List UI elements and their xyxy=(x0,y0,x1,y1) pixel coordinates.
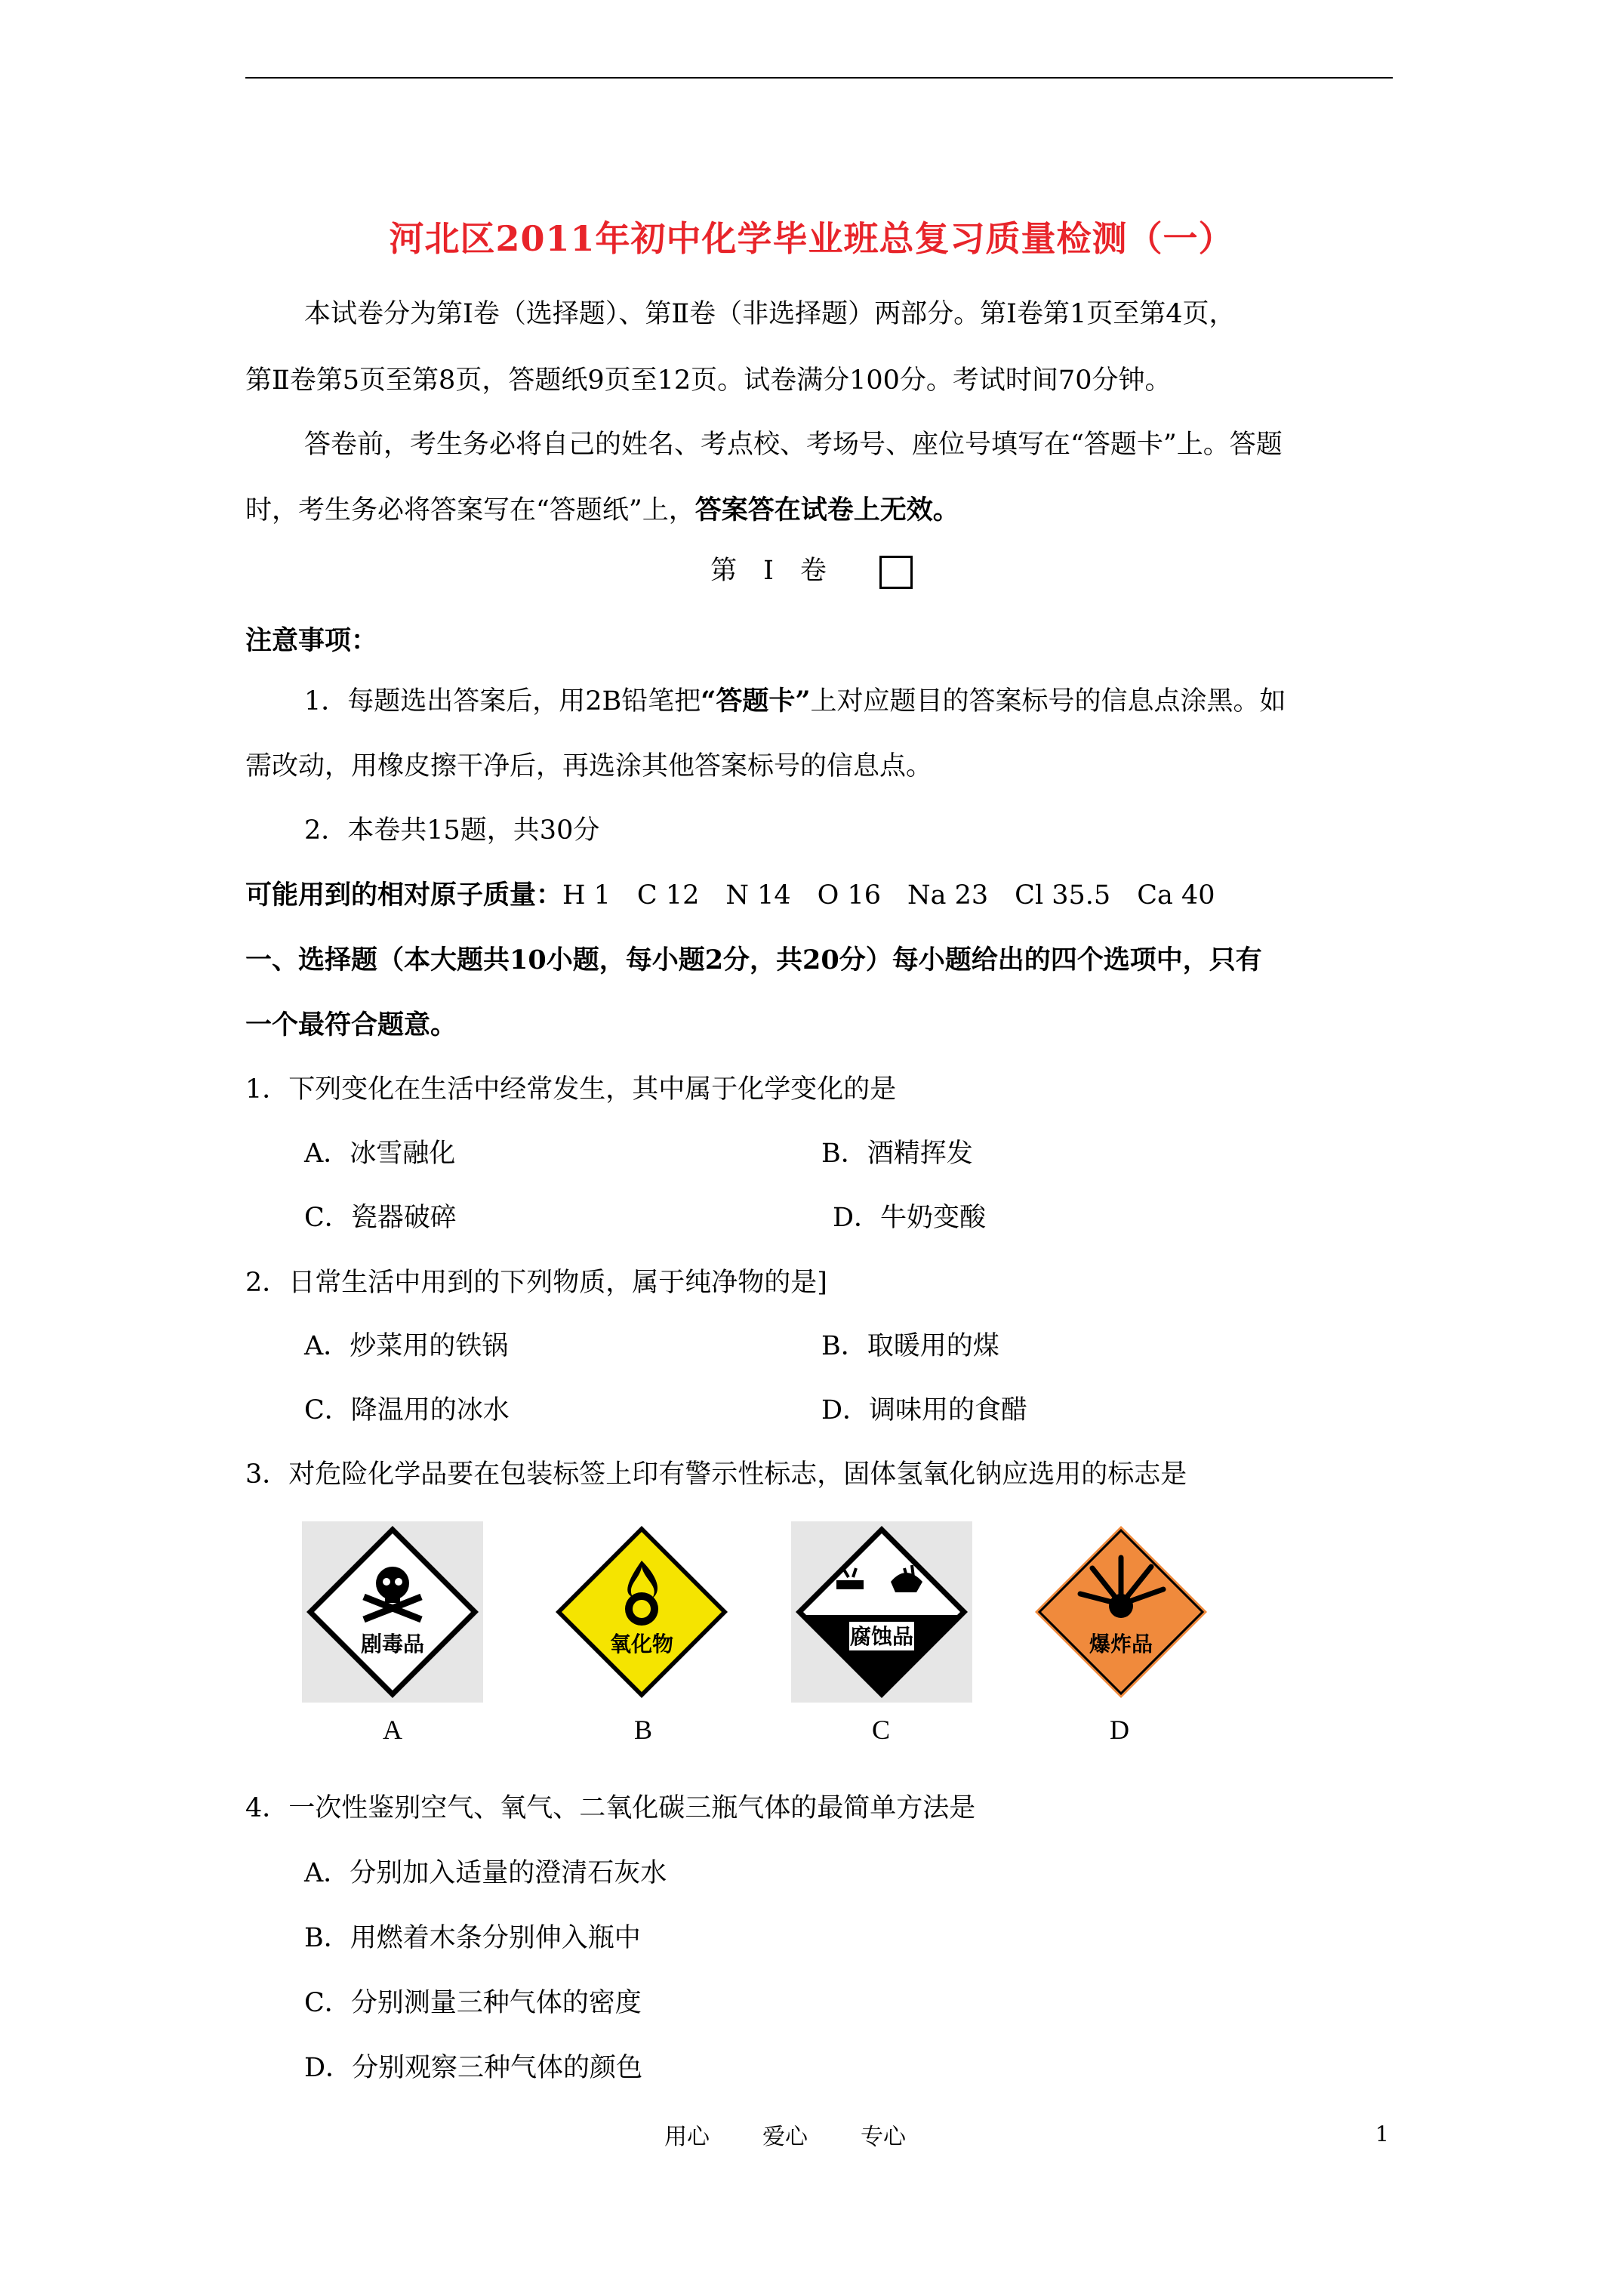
question-1-stem: 1．下列变化在生活中经常发生，其中属于化学变化的是 xyxy=(245,1074,897,1105)
atomic-mass-label: 可能用到的相对原子质量： xyxy=(245,880,563,911)
sign-b-text: 氧化物 xyxy=(609,1632,674,1657)
intro-p1-line2: 第Ⅱ卷第5页至第8页，答题纸9页至12页。试卷满分100分。考试时间70分钟。 xyxy=(245,365,1172,396)
q1-option-d: D．牛奶变酸 xyxy=(833,1203,987,1233)
intro-p2-line2 xyxy=(245,493,959,528)
footer-motto-2: 爱心 xyxy=(762,2124,808,2150)
footer-motto-3: 专心 xyxy=(861,2124,906,2150)
q2-option-b: B．取暖用的煤 xyxy=(821,1331,999,1361)
section-header xyxy=(0,553,1623,589)
sign-c-text: 腐蚀品 xyxy=(849,1624,914,1649)
q4-option-a: A．分别加入适量的澄清石灰水 xyxy=(304,1858,667,1888)
question-2-stem: 2．日常生活中用到的下列物质，属于纯净物的是] xyxy=(245,1268,827,1298)
q1-option-a: A．冰雪融化 xyxy=(304,1139,456,1169)
atomic-mass-line xyxy=(245,878,1215,913)
atomic-mass-values: H 1 C 12 N 14 O 16 Na 23 Cl 35.5 Ca 40 xyxy=(562,880,1215,911)
score-box xyxy=(879,556,913,589)
sign-label-d: D xyxy=(1110,1715,1129,1745)
toxic-sign-icon xyxy=(302,1521,483,1703)
note-1-line2: 需改动，用橡皮擦干净后，再选涂其他答案标号的信息点。 xyxy=(245,751,933,781)
q4-option-b: B．用燃着木条分别伸入瓶中 xyxy=(304,1923,641,1953)
header-rule xyxy=(245,77,1393,79)
intro-p2-line2-bold: 答案答在试卷上无效。 xyxy=(694,495,959,525)
question-4-stem: 4．一次性鉴别空气、氧气、二氧化碳三瓶气体的最简单方法是 xyxy=(245,1793,976,1823)
explosive-sign-icon xyxy=(1030,1521,1212,1703)
note-1-part-b: “答题卡” xyxy=(701,686,811,717)
note-1-part-a: 1．每题选出答案后，用2B铅笔把 xyxy=(304,686,701,717)
part1-heading-line2: 一个最符合题意。 xyxy=(245,1009,457,1040)
footer-motto xyxy=(664,2118,959,2151)
footer-motto-1: 用心 xyxy=(664,2124,710,2150)
q2-option-c: C．降温用的冰水 xyxy=(304,1395,510,1425)
q2-option-d: D．调味用的食醋 xyxy=(821,1395,1028,1425)
note-2: 2．本卷共15题，共30分 xyxy=(304,815,600,846)
oxidizer-sign-icon xyxy=(551,1521,732,1703)
sign-label-a: A xyxy=(383,1715,402,1745)
sign-label-c: C xyxy=(871,1715,890,1745)
sign-d-text: 爆炸品 xyxy=(1089,1632,1153,1657)
section-label: 第 Ⅰ 卷 xyxy=(710,556,827,586)
page-number: 1 xyxy=(1375,2122,1389,2147)
sign-label-b: B xyxy=(633,1715,652,1745)
question-3-stem: 3．对危险化学品要在包装标签上印有警示性标志，固体氢氧化钠应选用的标志是 xyxy=(245,1459,1187,1490)
q4-option-c: C．分别测量三种气体的密度 xyxy=(304,1988,642,2018)
page-title: 河北区2011年初中化学毕业班总复习质量检测（一） xyxy=(389,218,1234,259)
q1-option-b: B．酒精挥发 xyxy=(821,1139,973,1169)
part1-heading-line1: 一、选择题（本大题共10小题，每小题2分，共20分）每小题给出的四个选项中，只有 xyxy=(245,945,1262,975)
intro-p2-line1: 答卷前，考生务必将自己的姓名、考点校、考场号、座位号填写在“答题卡”上。答题 xyxy=(304,430,1283,460)
q1-option-c: C．瓷器破碎 xyxy=(304,1203,457,1233)
notes-heading: 注意事项： xyxy=(245,625,378,656)
corrosive-sign-icon xyxy=(791,1521,972,1703)
note-1-line1 xyxy=(304,684,1286,719)
note-1-part-c: 上对应题目的答案标号的信息点涂黑。如 xyxy=(810,686,1286,717)
q2-option-a: A．炒菜用的铁锅 xyxy=(304,1331,509,1361)
q4-option-d: D．分别观察三种气体的颜色 xyxy=(304,2053,643,2083)
sign-a-text: 剧毒品 xyxy=(360,1632,425,1657)
intro-p2-line2-normal: 时，考生务必将答案写在“答题纸”上， xyxy=(245,495,695,525)
intro-p1-line1: 本试卷分为第Ⅰ卷（选择题）、第Ⅱ卷（非选择题）两部分。第Ⅰ卷第1页至第4页， xyxy=(304,299,1236,329)
